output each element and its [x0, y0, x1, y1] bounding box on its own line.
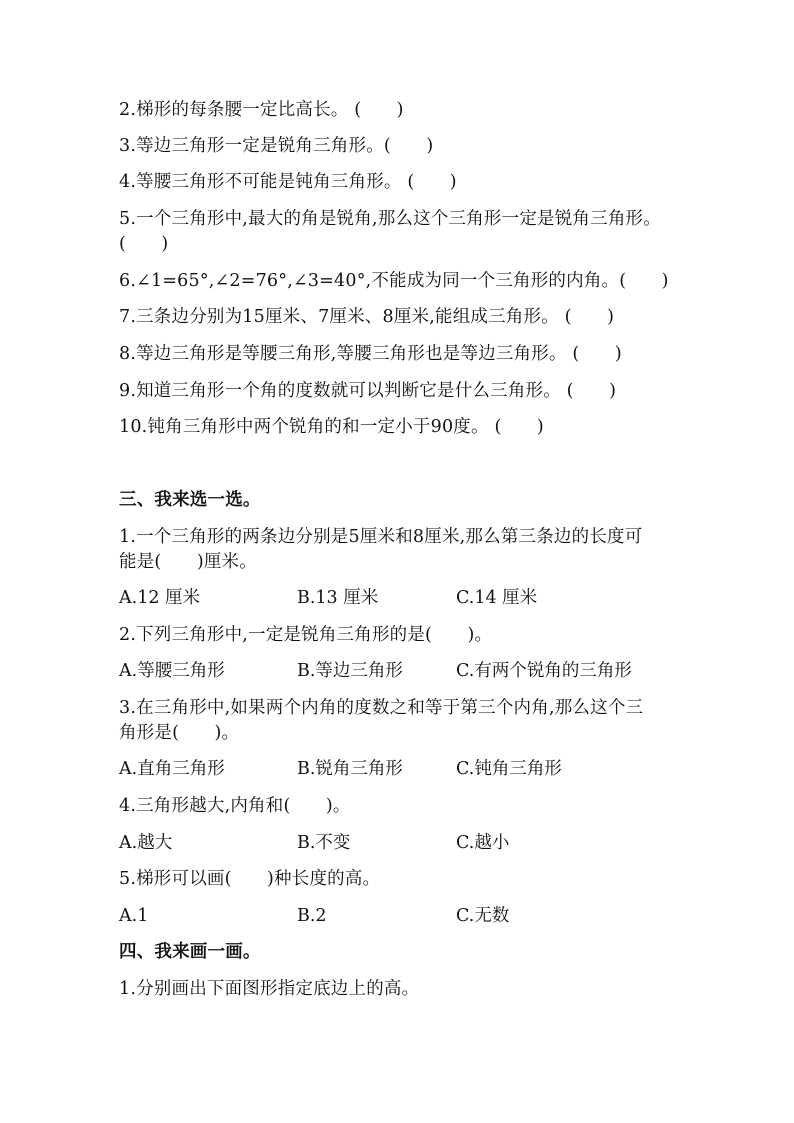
- judge-item-9: 9.知道三角形一个角的度数就可以判断它是什么三角形。 ( ): [119, 381, 617, 401]
- choose-q4: 4.三角形越大,内角和( )。: [119, 796, 351, 816]
- judge-item-7: 7.三条边分别为15厘米、7厘米、8厘米,能组成三角形。 ( ): [119, 307, 615, 327]
- choose-q4-option-c: C.越小: [456, 833, 510, 853]
- choose-q5: 5.梯形可以画( )种长度的高。: [119, 869, 381, 889]
- judge-item-2: 2.梯形的每条腰一定比高长。 ( ): [119, 100, 404, 120]
- choose-q4-option-b: B.不变: [297, 833, 351, 853]
- choose-q4-option-a: A.越大: [119, 833, 173, 853]
- judge-item-5: 5.一个三角形中,最大的角是锐角,那么这个三角形一定是锐角三角形。: [119, 209, 661, 229]
- choose-q2-option-b: B.等边三角形: [297, 661, 403, 681]
- choose-q5-option-c: C.无数: [456, 906, 510, 926]
- judge-item-4: 4.等腰三角形不可能是钝角三角形。 ( ): [119, 172, 457, 192]
- judge-item-10: 10.钝角三角形中两个锐角的和一定小于90度。 ( ): [119, 417, 544, 437]
- choose-q1-line1: 1.一个三角形的两条边分别是5厘米和8厘米,那么第三条边的长度可: [119, 527, 643, 547]
- judge-item-8: 8.等边三角形是等腰三角形,等腰三角形也是等边三角形。 ( ): [119, 344, 622, 364]
- section-draw-heading: 四、我来画一画。: [119, 942, 261, 962]
- choose-q2-option-a: A.等腰三角形: [119, 661, 225, 681]
- choose-q5-option-b: B.2: [297, 906, 327, 926]
- choose-q1-option-c: C.14 厘米: [456, 588, 538, 608]
- choose-q3-option-a: A.直角三角形: [119, 759, 225, 779]
- judge-item-6: 6.∠1=65°,∠2=76°,∠3=40°,不能成为同一个三角形的内角。( ): [119, 271, 669, 291]
- judge-item-3: 3.等边三角形一定是锐角三角形。( ): [119, 136, 434, 156]
- judge-item-5-bracket: ( ): [119, 234, 169, 254]
- choose-q3-option-b: B.锐角三角形: [297, 759, 403, 779]
- choose-q3-option-c: C.钝角三角形: [456, 759, 562, 779]
- choose-q3-line2: 角形是( )。: [119, 723, 240, 743]
- choose-q3-line1: 3.在三角形中,如果两个内角的度数之和等于第三个内角,那么这个三: [119, 698, 644, 718]
- section-choose-heading: 三、我来选一选。: [119, 490, 261, 510]
- choose-q2: 2.下列三角形中,一定是锐角三角形的是( )。: [119, 625, 493, 645]
- choose-q5-option-a: A.1: [119, 906, 149, 926]
- choose-q1-option-a: A.12 厘米: [119, 588, 201, 608]
- draw-q1: 1.分别画出下面图形指定底边上的高。: [119, 979, 420, 999]
- choose-q1-option-b: B.13 厘米: [297, 588, 379, 608]
- choose-q1-line2: 能是( )厘米。: [119, 552, 257, 572]
- choose-q2-option-c: C.有两个锐角的三角形: [456, 661, 632, 681]
